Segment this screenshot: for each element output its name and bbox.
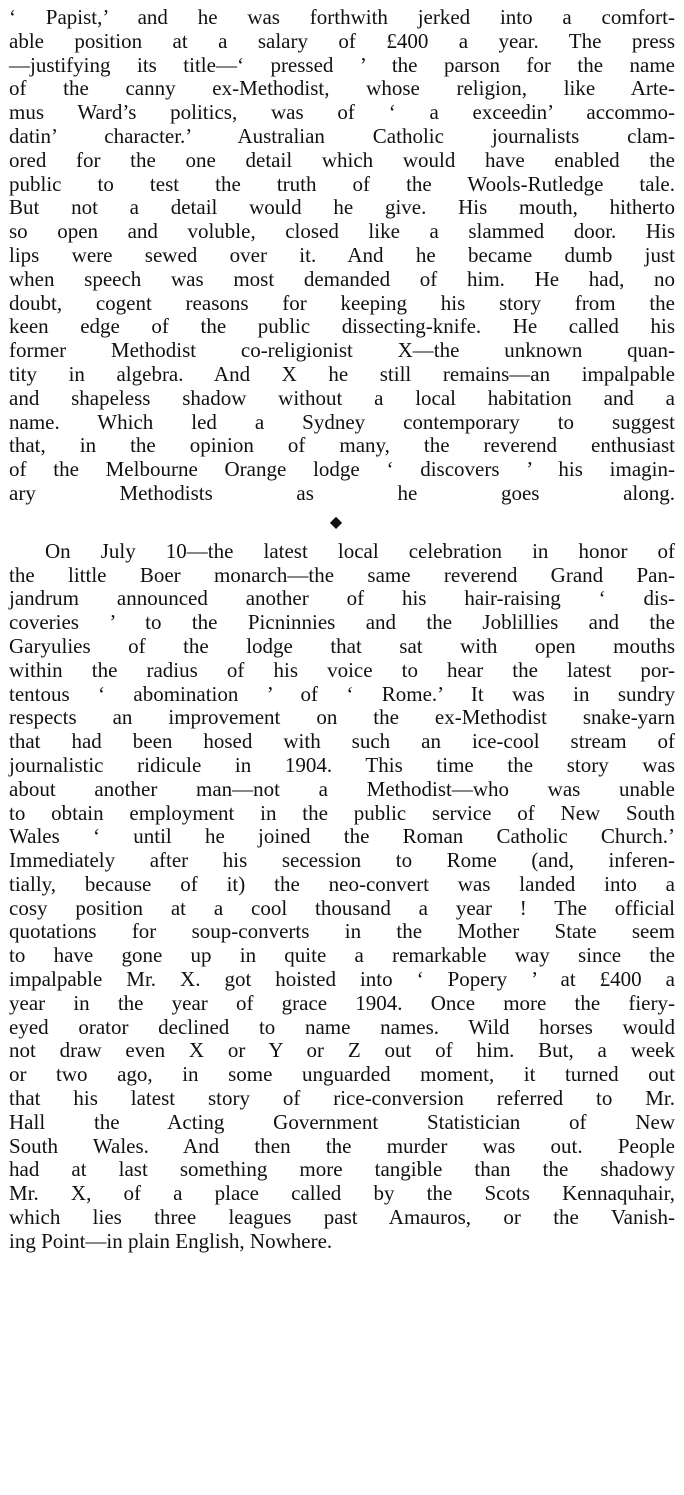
text-line: datin’ character.’ Australian Catholic journalists clam- <box>9 123 675 148</box>
text-line: Hall the Acting Government Statistician of New <box>9 1109 675 1134</box>
paragraph-2 <box>9 540 675 1254</box>
text-line: journalistic ridicule in 1904. This time the story was <box>9 752 675 777</box>
text-line: ored for the one detail which would have enabled the <box>9 147 675 172</box>
text-line: or two ago, in some unguarded moment, it turned out <box>9 1062 675 1087</box>
text-line: year in the year of grace 1904. Once more the fiery- <box>9 990 675 1015</box>
text-line: of the Melbourne Orange lodge ‘ discovers ’ his imagin- <box>9 457 675 482</box>
text-line: when speech was most demanded of him. He had, no <box>9 266 675 291</box>
text-line: had at last something more tangible than the shadowy <box>9 1157 675 1182</box>
text-line: ing Point—in plain English, Nowhere. <box>9 1228 333 1253</box>
text-line: cosy position at a cool thousand a year ! The official <box>9 895 675 920</box>
paragraph-1 <box>9 6 675 506</box>
text-line: not draw even X or Y or Z out of him. But, a week <box>9 1038 675 1063</box>
text-line: of the canny ex-Methodist, whose religion, like Arte- <box>9 76 675 101</box>
text-line: the little Boer monarch—the same reverend Grand Pan- <box>9 562 675 587</box>
text-line: keen edge of the public dissecting-knife. He called his <box>9 314 675 339</box>
text-line: lips were sewed over it. And he became dumb just <box>9 242 675 267</box>
text-line: and shapeless shadow without a local habitation and a <box>9 385 675 410</box>
text-line: On July 10—the latest local celebration in honor of <box>45 538 675 563</box>
text-line: so open and voluble, closed like a slammed door. His <box>9 219 675 244</box>
text-line: that had been hosed with such an ice-cool stream of <box>9 729 675 754</box>
text-line: that, in the opinion of many, the reverend enthusiast <box>9 433 675 458</box>
section-separator-ornament: ◆ <box>329 513 343 531</box>
text-line: tially, because of it) the neo-convert was landed into a <box>9 871 675 896</box>
text-line: doubt, cogent reasons for keeping his story from the <box>9 290 675 315</box>
text-line: jandrum announced another of his hair-raising ‘ dis- <box>9 586 675 611</box>
text-line: former Methodist co-religionist X—the unknown quan- <box>9 338 675 363</box>
text-line: respects an improvement on the ex-Methodist snake-yarn <box>9 705 675 730</box>
text-line: name. Which led a Sydney contemporary to suggest <box>9 409 675 434</box>
text-line: able position at a salary of £400 a year. The press <box>9 28 675 53</box>
text-line: Mr. X, of a place called by the Scots Kennaquhair, <box>9 1181 675 1206</box>
text-line: public to test the truth of the Wools-Rutledge tale. <box>9 171 675 196</box>
text-line: Immediately after his secession to Rome (and, inferen- <box>9 848 675 873</box>
text-line: tentous ‘ abomination ’ of ‘ Rome.’ It was in sundry <box>9 681 675 706</box>
text-line: mus Ward’s politics, was of ‘ a exceedin’ accommo- <box>9 100 675 125</box>
text-line: impalpable Mr. X. got hoisted into ‘ Popery ’ at £400 a <box>9 967 675 992</box>
text-line: quotations for soup-converts in the Mother State seem <box>9 919 675 944</box>
text-line: South Wales. And then the murder was out. People <box>9 1133 675 1158</box>
text-line: ‘ Papist,’ and he was forthwith jerked into a comfort- <box>9 5 675 29</box>
text-line: But not a detail would he give. His mouth, hitherto <box>9 195 675 220</box>
text-line: to have gone up in quite a remarkable way since the <box>9 943 675 968</box>
text-line: to obtain employment in the public service of New South <box>9 800 675 825</box>
text-line: about another man—not a Methodist—who was unable <box>9 776 675 801</box>
text-line: eyed orator declined to name names. Wild horses would <box>9 1014 675 1039</box>
text-line: tity in algebra. And X he still remains—an impalpable <box>9 361 675 386</box>
text-line: coveries ’ to the Picninnies and the Joblillies and the <box>9 610 675 635</box>
text-line: Garyulies of the lodge that sat with open mouths <box>9 633 675 658</box>
text-line: that his latest story of rice-conversion referred to Mr. <box>9 1086 675 1111</box>
text-line: —justifying its title—‘ pressed ’ the parson for the name <box>9 52 675 77</box>
text-line: which lies three leagues past Amauros, or the Vanish- <box>9 1205 675 1230</box>
text-line: Wales ‘ until he joined the Roman Catholic Church.’ <box>9 824 675 849</box>
text-line: within the radius of his voice to hear the latest por- <box>9 657 675 682</box>
text-line: ary Methodists as he goes along. <box>9 480 675 505</box>
